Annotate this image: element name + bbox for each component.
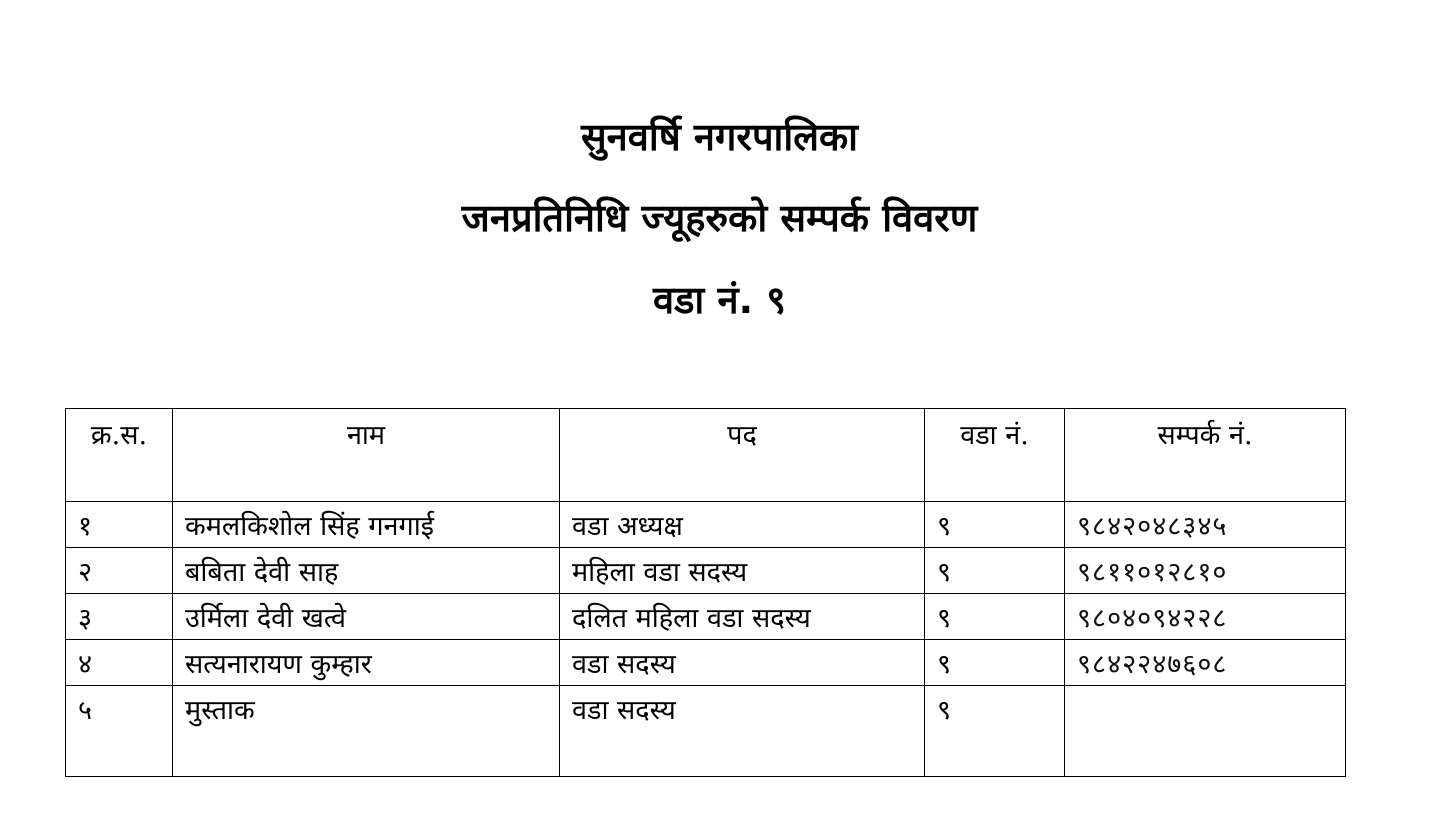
cell-post: दलित महिला वडा सदस्य xyxy=(560,594,925,640)
cell-post: वडा सदस्य xyxy=(560,686,925,777)
cell-contact: ९८४२२४७६०८ xyxy=(1065,640,1346,686)
table-row xyxy=(66,502,1346,548)
cell-post: महिला वडा सदस्य xyxy=(560,548,925,594)
cell-name: उर्मिला देवी खत्वे xyxy=(173,594,560,640)
ward-heading: वडा नं. ९ xyxy=(652,278,787,322)
table-row xyxy=(66,640,1346,686)
cell-ward: ९ xyxy=(925,594,1065,640)
cell-serial: २ xyxy=(66,548,173,594)
cell-ward: ९ xyxy=(925,548,1065,594)
municipality-title: सुनवर्षि नगरपालिका xyxy=(580,115,859,159)
cell-post: वडा अध्यक्ष xyxy=(560,502,925,548)
cell-contact: ९८११०१२८१० xyxy=(1065,548,1346,594)
table-row xyxy=(66,594,1346,640)
column-header-post: पद xyxy=(560,409,925,502)
cell-name: मुस्ताक xyxy=(173,686,560,777)
column-header-ward: वडा नं. xyxy=(925,409,1065,502)
cell-contact xyxy=(1065,686,1346,777)
column-header-serial: क्र.स. xyxy=(66,409,173,502)
cell-serial: १ xyxy=(66,502,173,548)
cell-serial: ५ xyxy=(66,686,173,777)
cell-name: कमलकिशोल सिंह गनगाई xyxy=(173,502,560,548)
table-header-row xyxy=(66,409,1346,502)
cell-serial: ४ xyxy=(66,640,173,686)
table-row xyxy=(66,548,1346,594)
cell-post: वडा सदस्य xyxy=(560,640,925,686)
cell-name: बबिता देवी साह xyxy=(173,548,560,594)
cell-ward: ९ xyxy=(925,640,1065,686)
document-subtitle: जनप्रतिनिधि ज्यूहरुको सम्पर्क विवरण xyxy=(461,196,978,240)
cell-contact: ९८०४०९४२२८ xyxy=(1065,594,1346,640)
table-row xyxy=(66,686,1346,777)
cell-name: सत्यनारायण कुम्हार xyxy=(173,640,560,686)
cell-serial: ३ xyxy=(66,594,173,640)
representatives-contact-table xyxy=(65,408,1346,777)
cell-contact: ९८४२०४८३४५ xyxy=(1065,502,1346,548)
column-header-name: नाम xyxy=(173,409,560,502)
cell-ward: ९ xyxy=(925,502,1065,548)
cell-ward: ९ xyxy=(925,686,1065,777)
column-header-contact: सम्पर्क नं. xyxy=(1065,409,1346,502)
